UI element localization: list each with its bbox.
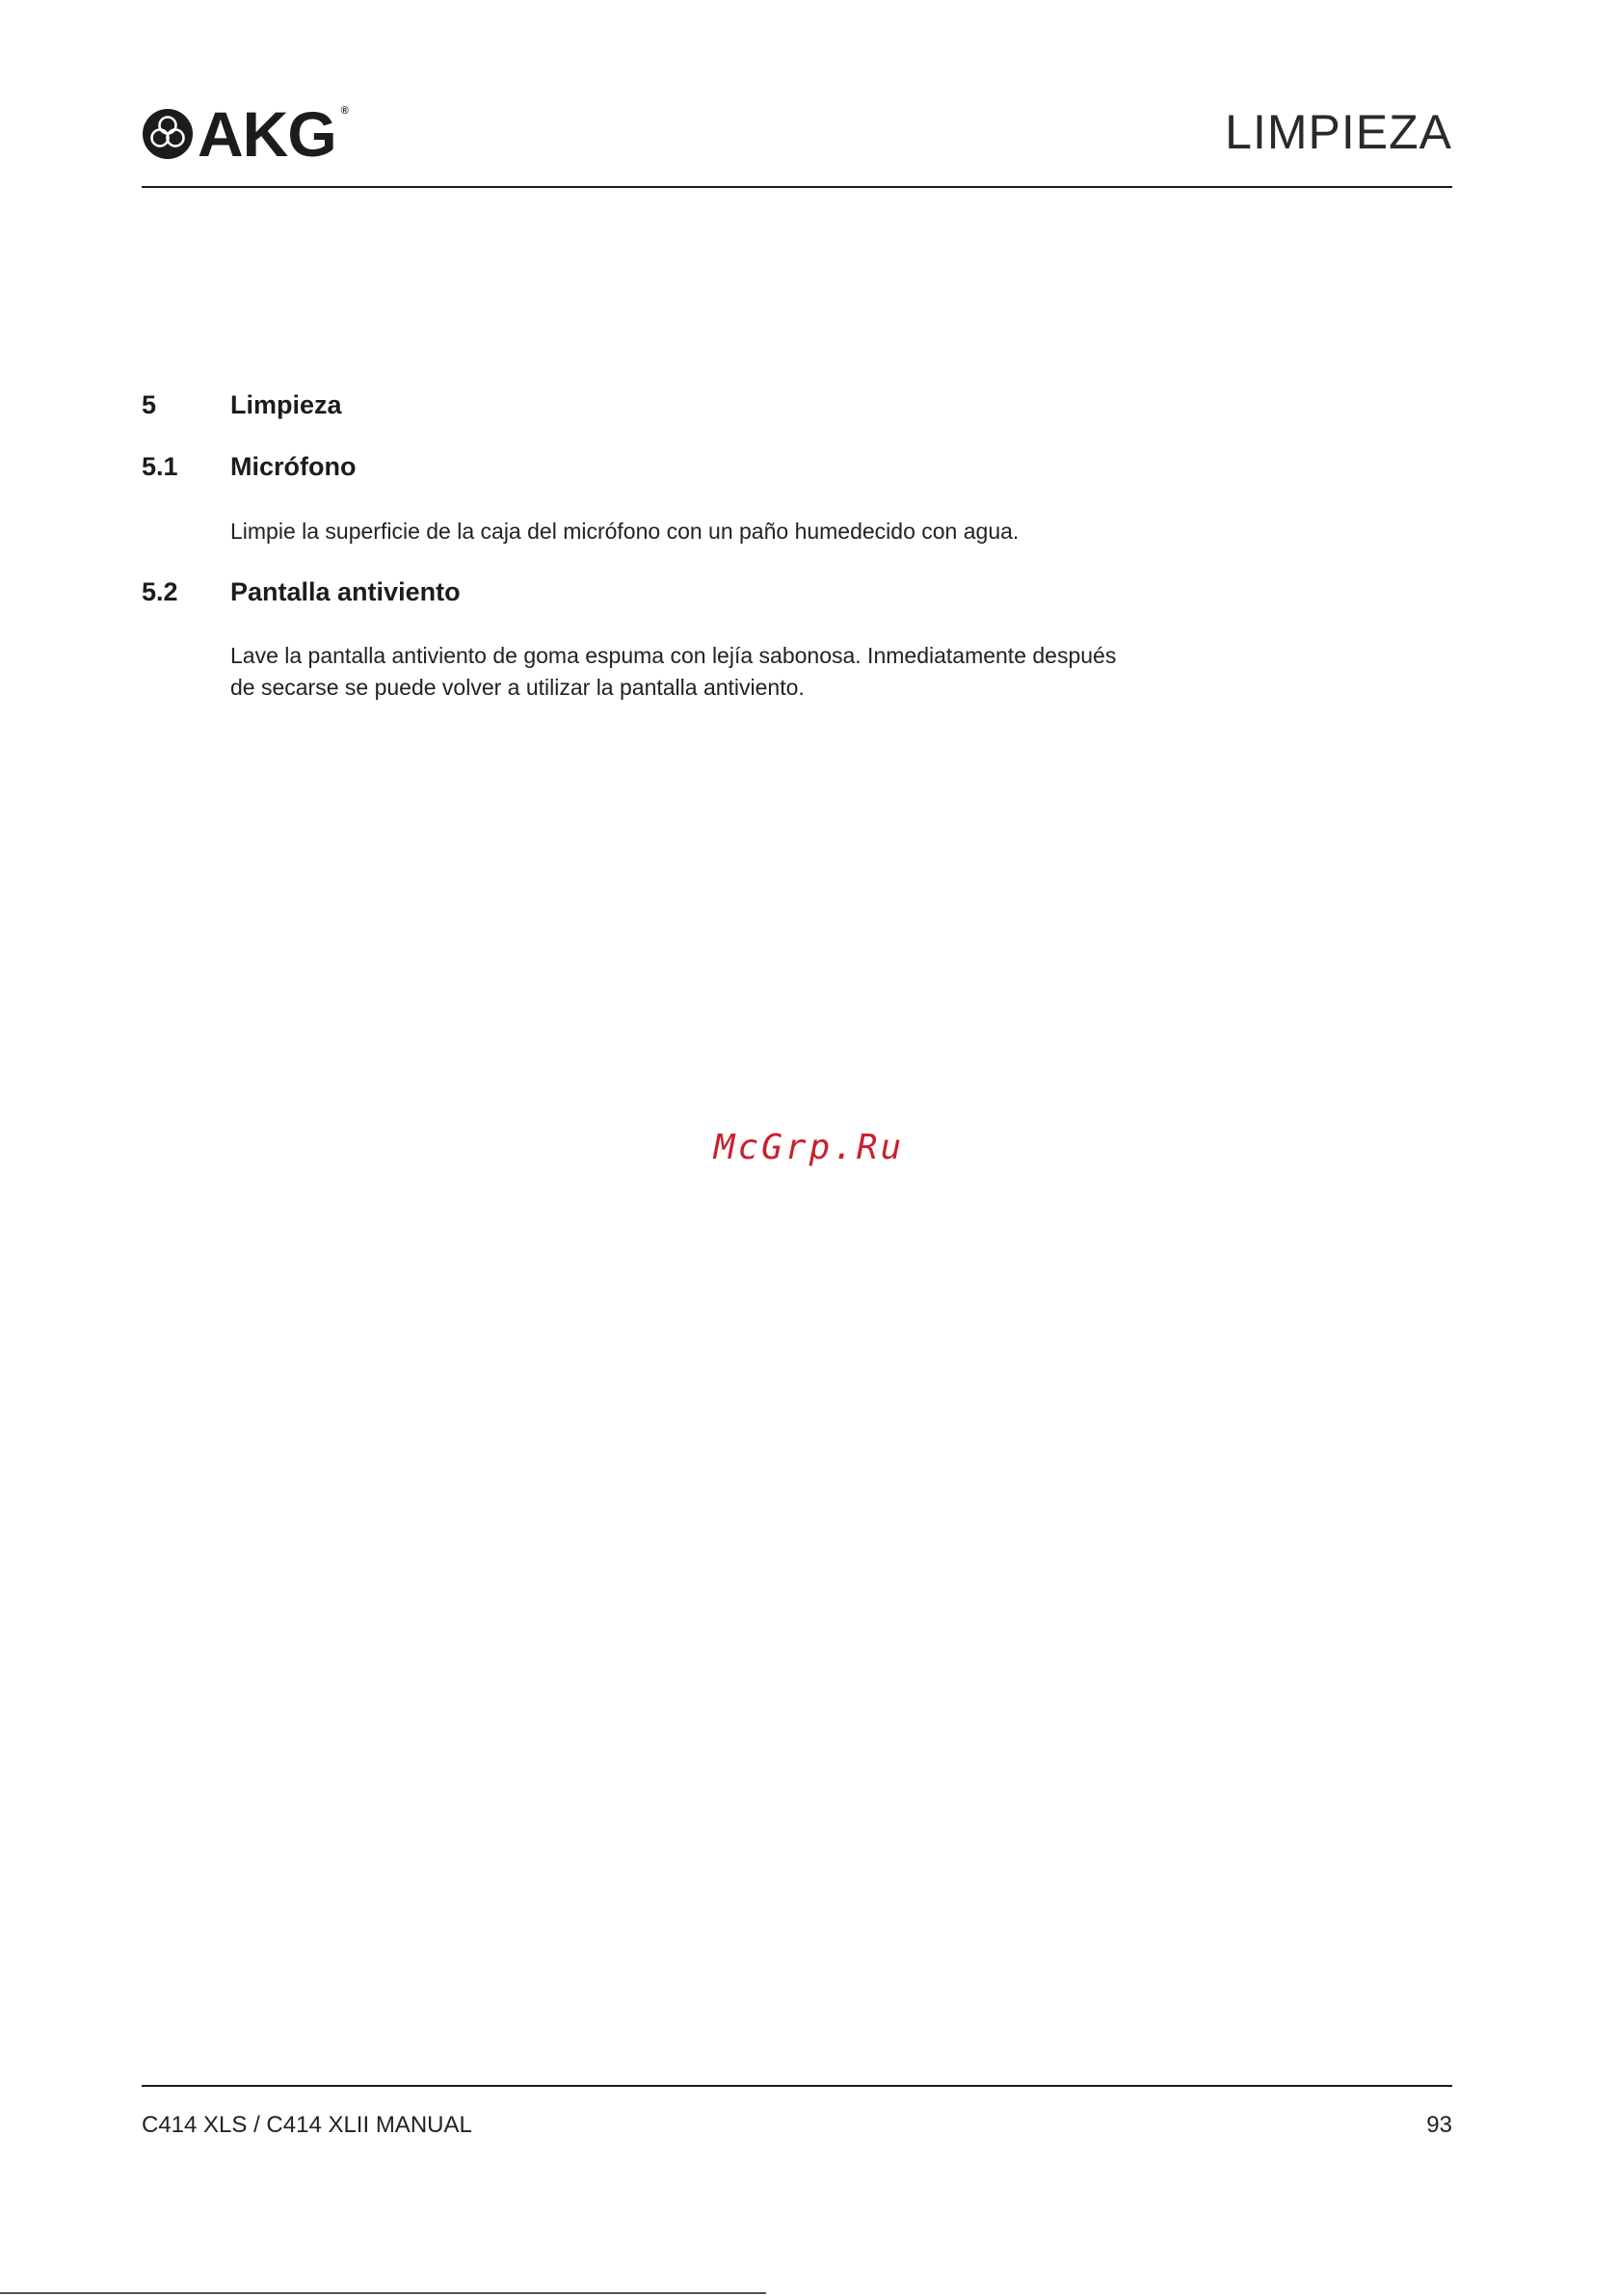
registered-mark: ® xyxy=(340,105,348,117)
footer-page-number: 93 xyxy=(1426,2112,1452,2138)
scan-artifact-line xyxy=(0,2292,766,2294)
heading-title: Micrófono xyxy=(230,452,357,481)
paragraph-line: Lave la pantalla antiviento de goma espuma con lejía sabonosa. Inmediatamente después xyxy=(230,643,1117,668)
heading-number: 5.1 xyxy=(142,452,178,481)
heading-number: 5 xyxy=(142,390,157,419)
heading-5-2 xyxy=(142,579,461,605)
paragraph-line: de secarse se puede volver a utilizar la pantalla antiviento. xyxy=(230,675,805,700)
footer-divider xyxy=(142,2085,1452,2087)
logo-wordmark: AKG ® xyxy=(198,98,348,170)
akg-logo xyxy=(142,98,348,170)
footer-manual-title: C414 XLS / C414 XLII MANUAL xyxy=(142,2112,472,2138)
paragraph-pantalla xyxy=(230,640,1213,704)
header-divider xyxy=(142,186,1452,188)
heading-number: 5.2 xyxy=(142,577,178,606)
paragraph-microfono: Limpie la superficie de la caja del micrófono con un paño humedecido con agua. xyxy=(230,519,1020,544)
watermark: McGrp.Ru xyxy=(713,1128,905,1167)
heading-5-1 xyxy=(142,454,356,480)
page-section-title: LIMPIEZA xyxy=(1225,105,1452,159)
akg-clover-icon xyxy=(142,108,194,160)
heading-title: Limpieza xyxy=(230,390,342,419)
heading-5 xyxy=(142,392,342,418)
heading-title: Pantalla antiviento xyxy=(230,577,461,606)
